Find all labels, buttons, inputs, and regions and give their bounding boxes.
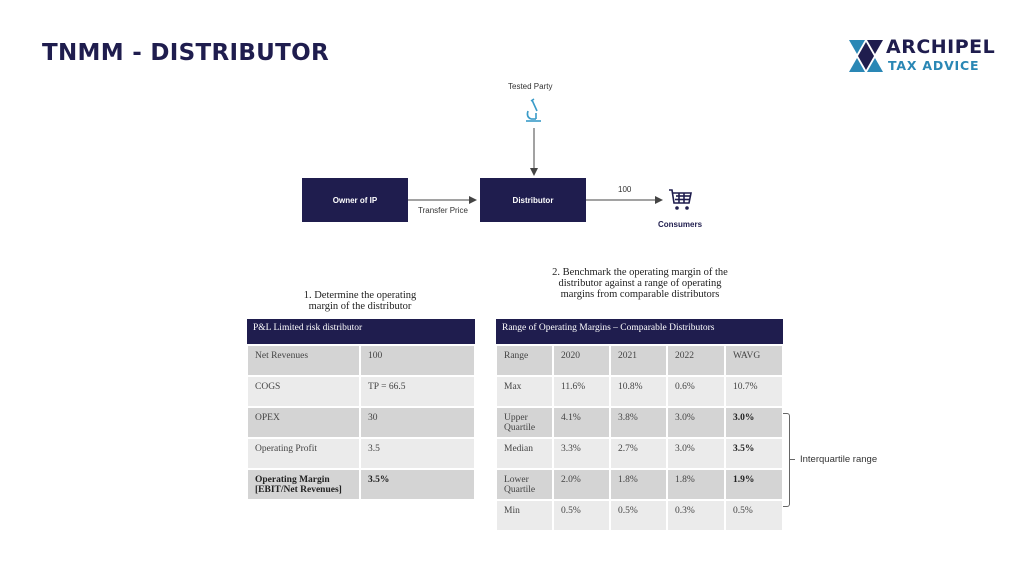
table2-caption: 2. Benchmark the operating margin of the distributor against a range of operating margins from comparable distributors [552,267,728,300]
column-header: 2022 [667,345,725,376]
cell: 3.3% [553,438,610,469]
cell: 2.0% [553,469,610,500]
cell: 3.8% [610,407,667,438]
cell: 4.1% [553,407,610,438]
table1-caption: 1. Determine the operating margin of the distributor [303,290,417,312]
pl-table-header: P&L Limited risk distributor [247,319,475,345]
row-label: OPEX [247,407,360,438]
row-label: Operating Profit [247,438,360,469]
cell: 10.8% [610,376,667,407]
table-row [247,345,475,376]
table-row [247,376,475,407]
table-row [496,407,783,438]
cell: 3.0% [667,438,725,469]
row-label: Net Revenues [247,345,360,376]
distributor-box: Distributor [480,178,586,222]
logo-name: ARCHIPEL [886,36,996,58]
margins-table [495,319,784,532]
table-row [496,469,783,500]
cell: Max [496,376,553,407]
row-value: TP = 66.5 [360,376,475,407]
table-row [247,407,475,438]
table-row [496,376,783,407]
cell: 1.8% [667,469,725,500]
bracket-tick [789,459,795,460]
row-value: 3.5 [360,438,475,469]
cell: Median [496,438,553,469]
sales-value-label: 100 [618,185,632,194]
cell: 1.9% [725,469,783,500]
table-row [247,469,475,500]
column-header: 2021 [610,345,667,376]
cell: 10.7% [725,376,783,407]
owner-of-ip-box: Owner of IP [302,178,408,222]
cell: 0.6% [667,376,725,407]
page-title: TNMM - DISTRIBUTOR [42,40,330,66]
cell: 0.3% [667,500,725,531]
microscope-icon [522,97,546,125]
interquartile-label: Interquartile range [800,454,878,465]
row-label: COGS [247,376,360,407]
logo-tagline: TAX ADVICE [888,58,980,73]
tested-party-label: Tested Party [508,82,553,91]
cell: Lower Quartile [496,469,553,500]
row-label: Operating Margin [EBIT/Net Revenues] [247,469,360,500]
shopping-cart-icon [668,188,694,212]
table-row [247,438,475,469]
cell: 0.5% [553,500,610,531]
interquartile-bracket [783,413,790,507]
cell: 0.5% [725,500,783,531]
column-header: 2020 [553,345,610,376]
table-row [496,500,783,531]
column-header: Range [496,345,553,376]
cell: 11.6% [553,376,610,407]
transfer-price-label: Transfer Price [418,206,468,215]
cell: 3.0% [667,407,725,438]
cell: 1.8% [610,469,667,500]
row-value: 100 [360,345,475,376]
column-header: WAVG [725,345,783,376]
pl-table [246,319,476,501]
table-header-row [496,345,783,376]
row-value: 3.5% [360,469,475,500]
cell: 2.7% [610,438,667,469]
cell: Min [496,500,553,531]
consumers-label: Consumers [658,220,703,229]
logo-triangles-icon [846,36,886,76]
cell: 0.5% [610,500,667,531]
cell: Upper Quartile [496,407,553,438]
margins-table-header: Range of Operating Margins – Comparable Distributors [496,319,783,345]
row-value: 30 [360,407,475,438]
company-logo [846,36,996,78]
cell: 3.0% [725,407,783,438]
cell: 3.5% [725,438,783,469]
table-row [496,438,783,469]
